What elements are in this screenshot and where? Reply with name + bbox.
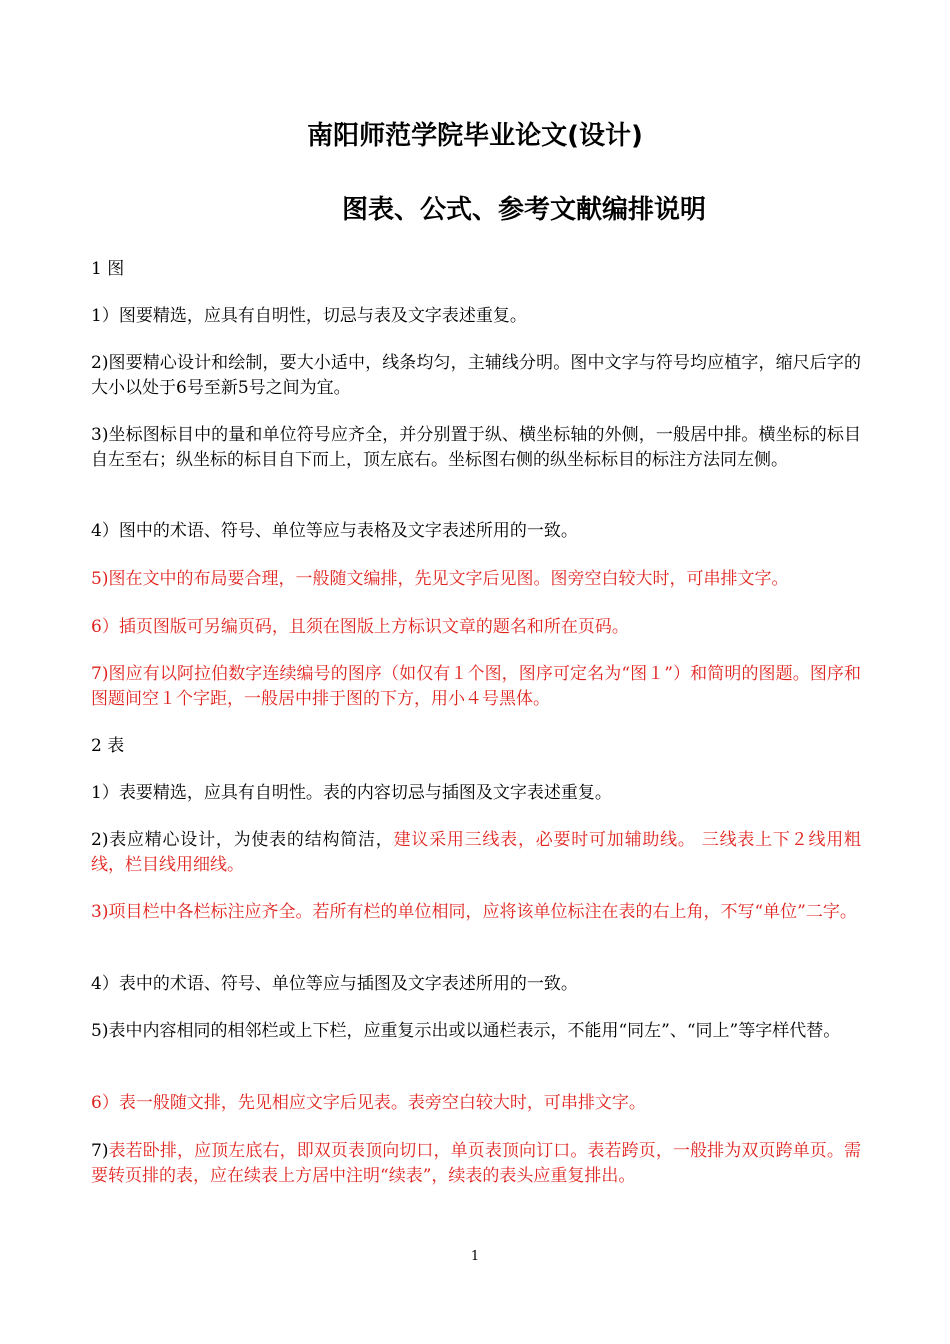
table-rule-2-highlight: 建议采用三线表，必要时可加辅助线。 三线表上下２线用粗线，栏目线用细线。 <box>91 830 862 875</box>
figure-rule-7: 7)图应有以阿拉伯数字连续编号的图序（如仅有１个图，图序可定名为“图１”）和简明的图题。图序和图题间空１个字距，一般居中排于图的下方，用小４号黑体。 <box>91 664 861 709</box>
figure-rule-5: 5)图在文中的布局要合理，一般随文编排，先见文字后见图。图旁空白较大时，可串排文字。 <box>91 569 789 589</box>
table-rule-2 <box>91 828 861 878</box>
table-rule-1: 1）表要精选，应具有自明性。表的内容切忌与插图及文字表述重复。 <box>91 783 612 803</box>
table-rule-7-number: 7) <box>91 1141 109 1161</box>
table-rule-5: 5)表中内容相同的相邻栏或上下栏，应重复示出或以通栏表示，不能用“同左”、“同上”等字样代替。 <box>91 1021 841 1041</box>
document-title: 南阳师范学院毕业论文(设计) <box>307 121 643 151</box>
section-heading-table: 2 表 <box>91 736 125 756</box>
table-rule-3: 3)项目栏中各栏标注应齐全。若所有栏的单位相同，应将该单位标注在表的右上角，不写“单位”二字。 <box>91 902 857 922</box>
table-rule-6: 6）表一般随文排，先见相应文字后见表。表旁空白较大时，可串排文字。 <box>91 1093 646 1113</box>
document-subtitle: 图表、公式、参考文献编排说明 <box>341 195 706 225</box>
section-heading-figure: 1 图 <box>91 259 125 279</box>
figure-rule-1: 1）图要精选，应具有自明性，切忌与表及文字表述重复。 <box>91 306 527 326</box>
figure-rule-3: 3)坐标图标目中的量和单位符号应齐全，并分别置于纵、横坐标轴的外侧，一般居中排。横坐标的标目自左至右；纵坐标的标目自下而上，顶左底右。坐标图右侧的纵坐标标目的标注方法同左侧。 <box>91 425 861 470</box>
table-rule-4: 4）表中的术语、符号、单位等应与插图及文字表述所用的一致。 <box>91 974 578 994</box>
figure-rule-2: 2)图要精心设计和绘制，要大小适中，线条均匀，主辅线分明。图中文字与符号均应植字，缩尺后字的大小以处于6号至新5号之间为宜。 <box>91 353 861 398</box>
page-number: 1 <box>470 1249 480 1264</box>
table-rule-7 <box>91 1139 861 1189</box>
table-rule-7-highlight: 表若卧排，应顶左底右，即双页表顶向切口，单页表顶向订口。表若跨页，一般排为双页跨单页。需要转页排的表，应在续表上方居中注明“续表”，续表的表头应重复排出。 <box>91 1141 861 1186</box>
figure-rule-6: 6）插页图版可另编页码，且须在图版上方标识文章的题名和所在页码。 <box>91 617 629 637</box>
figure-rule-4: 4）图中的术语、符号、单位等应与表格及文字表述所用的一致。 <box>91 521 578 541</box>
table-rule-2-text: 2)表应精心设计，为使表的结构简洁， <box>91 830 394 850</box>
